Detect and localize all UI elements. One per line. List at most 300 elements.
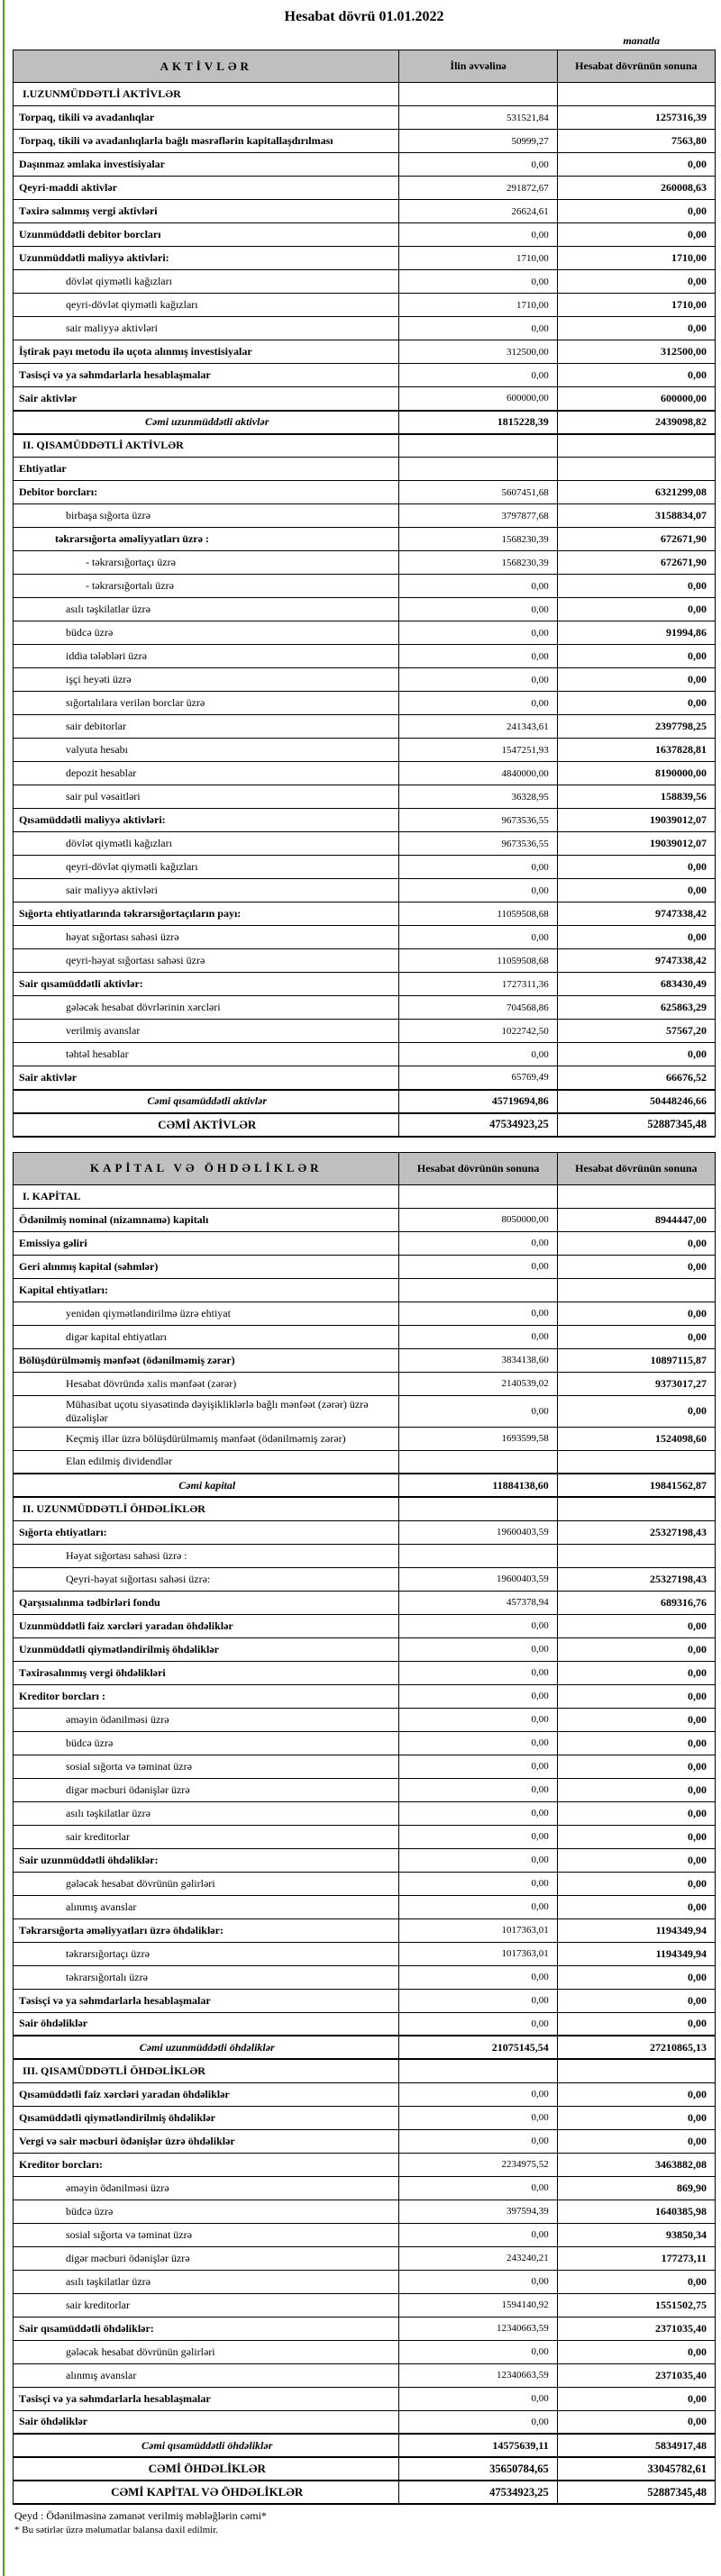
value-col1: 1568230,39 <box>399 528 557 551</box>
row-label: təkrarsığortalı üzrə <box>14 1965 399 1989</box>
value-col2: 3463882,08 <box>557 2153 715 2176</box>
currency-note: manatla <box>623 34 660 47</box>
table-row <box>14 832 716 856</box>
row-label: III. QISAMÜDDƏTLİ ÖHDƏLİKLƏR <box>14 2059 399 2082</box>
value-col2: 52887345,48 <box>557 1113 715 1137</box>
value-col1 <box>399 1184 557 1208</box>
table-row <box>14 1684 716 1708</box>
value-col2: 0,00 <box>557 1302 715 1325</box>
table-row <box>14 2340 716 2363</box>
value-col2: 0,00 <box>557 2082 715 2106</box>
row-label: I. KAPİTAL <box>14 1184 399 1208</box>
row-label: sair pul vəsaitləri <box>14 785 399 809</box>
table-row <box>14 2293 716 2317</box>
value-col2 <box>557 434 715 458</box>
row-label: təkrarsığortaçı üzrə <box>14 1942 399 1965</box>
value-col2: 1710,00 <box>557 247 715 270</box>
row-label: sığortalılara verilən borclar üzrə <box>14 692 399 715</box>
value-col1: 243240,21 <box>399 2246 557 2270</box>
value-col2: 1194349,94 <box>557 1942 715 1965</box>
table-row <box>14 2481 716 2504</box>
row-label: Cəmi uzunmüddətli aktivlər <box>14 411 399 434</box>
value-col1 <box>399 2059 557 2082</box>
row-label: Uzunmüddətli qiymətləndirilmiş öhdəliklər <box>14 1637 399 1661</box>
value-col1: 0,00 <box>399 317 557 340</box>
row-label: Sair öhdəliklər <box>14 2012 399 2036</box>
value-col1: 47534923,25 <box>399 2481 557 2504</box>
value-col2: 0,00 <box>557 1661 715 1684</box>
row-label: Elan edilmiş dividendlər <box>14 1450 399 1474</box>
left-border-line <box>3 0 5 2576</box>
row-label: digər kapital ehtiyatları <box>14 1325 399 1348</box>
row-label: Sair uzunmüddətli öhdəliklər: <box>14 1848 399 1872</box>
value-col1: 1568230,39 <box>399 551 557 575</box>
value-col1: 0,00 <box>399 1708 557 1731</box>
value-col2 <box>557 1184 715 1208</box>
row-label: - təkrarsığortaçı üzrə <box>14 551 399 575</box>
value-col2 <box>557 2059 715 2082</box>
row-label: həyat sığortası sahəsi üzrə <box>14 926 399 949</box>
value-col2: 0,00 <box>557 1872 715 1895</box>
table-row <box>14 411 716 434</box>
row-label: dövlət qiymətli kağızları <box>14 832 399 856</box>
value-col1: 0,00 <box>399 1872 557 1895</box>
value-col1: 0,00 <box>399 645 557 668</box>
value-col1: 0,00 <box>399 1684 557 1708</box>
value-col2: 8190000,00 <box>557 762 715 785</box>
table-row <box>14 387 716 411</box>
value-col2: 0,00 <box>557 223 715 247</box>
value-col2: 66676,52 <box>557 1066 715 1090</box>
value-col2: 93850,34 <box>557 2223 715 2246</box>
value-col1: 0,00 <box>399 1801 557 1825</box>
value-col2: 0,00 <box>557 879 715 903</box>
value-col1: 14575639,11 <box>399 2434 557 2457</box>
table-row <box>14 317 716 340</box>
value-col1: 21075145,54 <box>399 2036 557 2059</box>
row-label: gələcək hesabat dövrlərinin xərcləri <box>14 996 399 1020</box>
row-label: depozit hesablar <box>14 762 399 785</box>
value-col1: 0,00 <box>399 598 557 621</box>
table-row <box>14 223 716 247</box>
value-col1: 457378,94 <box>399 1591 557 1614</box>
row-label: Təsisçi və ya səhmdarlarla hesablaşmalar <box>14 1989 399 2012</box>
row-label: Torpaq, tikili və avadanlıqlarla bağlı məsrəflərin kapitallaşdırılması <box>14 130 399 153</box>
table-row <box>14 1778 716 1801</box>
table-row <box>14 1637 716 1661</box>
table-row <box>14 1895 716 1918</box>
value-col2: 0,00 <box>557 1731 715 1755</box>
table-row <box>14 809 716 832</box>
value-col2: 2397798,25 <box>557 715 715 739</box>
row-label: Təsisçi və ya səhmdarlarla hesablaşmalar <box>14 2387 399 2410</box>
value-col2: 1551502,75 <box>557 2293 715 2317</box>
value-col2: 10897115,87 <box>557 1348 715 1372</box>
row-label: asılı təşkilatlar üzrə <box>14 598 399 621</box>
value-col2: 6321299,08 <box>557 481 715 504</box>
row-label: Sair qısamüddətli öhdəliklər: <box>14 2317 399 2340</box>
row-label: Mühasibat uçotu siyasətində dəyişikliklərlə bağlı mənfəət (zərər) üzrə düzəlişlər <box>14 1395 399 1427</box>
value-col1: 0,00 <box>399 1637 557 1661</box>
value-col1: 19600403,59 <box>399 1520 557 1544</box>
value-col1: 12340663,59 <box>399 2317 557 2340</box>
row-label: CƏMİ ÖHDƏLİKLƏR <box>14 2457 399 2481</box>
row-label: Təxirə salınmış vergi aktivləri <box>14 200 399 223</box>
value-col1: 0,00 <box>399 575 557 598</box>
table-row <box>14 504 716 528</box>
table-row <box>14 1918 716 1942</box>
value-col1: 0,00 <box>399 1895 557 1918</box>
row-label: büdcə üzrə <box>14 621 399 645</box>
value-col2: 0,00 <box>557 2012 715 2036</box>
value-col1: 26624,61 <box>399 200 557 223</box>
value-col1: 0,00 <box>399 1778 557 1801</box>
table-row <box>14 2223 716 2246</box>
table-row <box>14 1567 716 1591</box>
value-col1: 0,00 <box>399 2410 557 2434</box>
value-col2: 869,90 <box>557 2176 715 2200</box>
row-label: Geri alınmış kapital (səhmlər) <box>14 1255 399 1278</box>
value-col2: 0,00 <box>557 598 715 621</box>
row-label: Kreditor borcları: <box>14 2153 399 2176</box>
table-row <box>14 528 716 551</box>
value-col2: 0,00 <box>557 1801 715 1825</box>
value-col1: 1815228,39 <box>399 411 557 434</box>
value-col2: 0,00 <box>557 1989 715 2012</box>
value-col1: 1547251,93 <box>399 739 557 762</box>
row-label: Bölüşdürülməmiş mənfəət (ödənilməmiş zərər) <box>14 1348 399 1372</box>
value-col2: 0,00 <box>557 1895 715 1918</box>
value-col2 <box>557 1450 715 1474</box>
table-row <box>14 879 716 903</box>
row-label: Emissiya gəliri <box>14 1231 399 1255</box>
value-col1: 1017363,01 <box>399 1918 557 1942</box>
value-col2: 0,00 <box>557 1755 715 1778</box>
value-col2: 19039012,07 <box>557 809 715 832</box>
value-col1: 0,00 <box>399 668 557 692</box>
value-col1: 12340663,59 <box>399 2363 557 2387</box>
table-row <box>14 926 716 949</box>
table-row <box>14 1348 716 1372</box>
value-col2: 1257316,39 <box>557 106 715 130</box>
row-label: Təsisçi və ya səhmdarlarla hesablaşmalar <box>14 364 399 387</box>
table-row <box>14 340 716 364</box>
row-label: Uzunmüddətli debitor borcları <box>14 223 399 247</box>
value-col2: 0,00 <box>557 668 715 692</box>
table-row <box>14 1708 716 1731</box>
value-col1: 0,00 <box>399 1731 557 1755</box>
table-row <box>14 973 716 996</box>
row-label: Cəmi kapital <box>14 1474 399 1497</box>
table-row <box>14 1755 716 1778</box>
row-label: büdcə üzrə <box>14 2200 399 2223</box>
table-row <box>14 1278 716 1302</box>
row-label: Qısamüddətli qiymətləndirilmiş öhdəliklər <box>14 2106 399 2129</box>
value-col1: 0,00 <box>399 2106 557 2129</box>
table-row <box>14 575 716 598</box>
value-col2: 33045782,61 <box>557 2457 715 2481</box>
table-row <box>14 739 716 762</box>
row-label: Qısamüddətli faiz xərcləri yaradan öhdəliklər <box>14 2082 399 2106</box>
value-col2: 0,00 <box>557 575 715 598</box>
table-row <box>14 1184 716 1208</box>
row-label: alınmış avanslar <box>14 2363 399 2387</box>
row-label: sair maliyyə aktivləri <box>14 879 399 903</box>
table-row <box>14 83 716 106</box>
row-label: Qeyri-maddi aktivlər <box>14 177 399 200</box>
value-col2: 689316,76 <box>557 1591 715 1614</box>
value-col1: 0,00 <box>399 364 557 387</box>
table-row <box>14 1020 716 1043</box>
value-col1: 1710,00 <box>399 294 557 317</box>
table-row <box>14 1942 716 1965</box>
table-row <box>14 551 716 575</box>
value-col1: 1017363,01 <box>399 1942 557 1965</box>
value-col1: 35650784,65 <box>399 2457 557 2481</box>
assets-header-label: AKTİVLƏR <box>14 50 399 83</box>
table-row <box>14 1474 716 1497</box>
value-col1 <box>399 83 557 106</box>
row-label: Sair öhdəliklər <box>14 2410 399 2434</box>
row-label: CƏMİ KAPİTAL VƏ ÖHDƏLİKLƏR <box>14 2481 399 2504</box>
value-col2: 0,00 <box>557 1637 715 1661</box>
row-label: sair kreditorlar <box>14 2293 399 2317</box>
table-row <box>14 2270 716 2293</box>
value-col1: 0,00 <box>399 856 557 879</box>
value-col2: 9373017,27 <box>557 1372 715 1395</box>
row-label: qeyri-dövlət qiymətli kağızları <box>14 294 399 317</box>
value-col2 <box>557 1278 715 1302</box>
row-label: sosial sığorta və təminat üzrə <box>14 2223 399 2246</box>
value-col2: 27210865,13 <box>557 2036 715 2059</box>
value-col1 <box>399 1450 557 1474</box>
table-row <box>14 2106 716 2129</box>
value-col2: 312500,00 <box>557 340 715 364</box>
table-row <box>14 1731 716 1755</box>
table-row <box>14 621 716 645</box>
value-col1: 241343,61 <box>399 715 557 739</box>
table-row <box>14 1208 716 1231</box>
value-col1: 8050000,00 <box>399 1208 557 1231</box>
row-label: CƏMİ AKTİVLƏR <box>14 1113 399 1137</box>
assets-table-container <box>13 50 716 1138</box>
value-col2: 0,00 <box>557 1614 715 1637</box>
value-col2: 0,00 <box>557 2270 715 2293</box>
table-row <box>14 1544 716 1567</box>
value-col1: 0,00 <box>399 2176 557 2200</box>
table-row <box>14 1043 716 1066</box>
row-label: II. UZUNMÜDDƏTLİ ÖHDƏLİKLƏR <box>14 1497 399 1520</box>
table-row <box>14 1395 716 1427</box>
value-col1: 11059508,68 <box>399 903 557 926</box>
table-row <box>14 668 716 692</box>
value-col1 <box>399 1278 557 1302</box>
value-col2: 672671,90 <box>557 551 715 575</box>
value-col1: 9673536,55 <box>399 809 557 832</box>
value-col2: 0,00 <box>557 317 715 340</box>
table-row <box>14 177 716 200</box>
value-col1: 1594140,92 <box>399 2293 557 2317</box>
table-row <box>14 2012 716 2036</box>
row-label: əməyin ödənilməsi üzrə <box>14 2176 399 2200</box>
value-col2: 0,00 <box>557 153 715 177</box>
value-col2: 0,00 <box>557 1778 715 1801</box>
value-col1: 0,00 <box>399 1255 557 1278</box>
value-col1 <box>399 458 557 481</box>
value-col2: 50448246,66 <box>557 1090 715 1113</box>
value-col2: 0,00 <box>557 2340 715 2363</box>
table-row <box>14 1450 716 1474</box>
value-col2: 0,00 <box>557 270 715 294</box>
value-col1: 397594,39 <box>399 2200 557 2223</box>
row-label: əməyin ödənilməsi üzrə <box>14 1708 399 1731</box>
table-row <box>14 1427 716 1450</box>
value-col2: 0,00 <box>557 1684 715 1708</box>
value-col1: 1710,00 <box>399 247 557 270</box>
row-label: Sair qısamüddətli aktivlər: <box>14 973 399 996</box>
value-col1: 600000,00 <box>399 387 557 411</box>
table-row <box>14 2059 716 2082</box>
table-row <box>14 294 716 317</box>
value-col2: 0,00 <box>557 2129 715 2153</box>
value-col1: 2234975,52 <box>399 2153 557 2176</box>
value-col2: 2439098,82 <box>557 411 715 434</box>
value-col2: 0,00 <box>557 200 715 223</box>
value-col1: 3797877,68 <box>399 504 557 528</box>
value-col2: 91994,86 <box>557 621 715 645</box>
value-col1: 0,00 <box>399 1043 557 1066</box>
capital-table-container <box>13 1152 716 2506</box>
table-row <box>14 1965 716 1989</box>
row-label: valyuta hesabı <box>14 739 399 762</box>
table-row <box>14 1113 716 1137</box>
row-label: Debitor borcları: <box>14 481 399 504</box>
capital-header-label: KAPİTAL VƏ ÖHDƏLİKLƏR <box>14 1152 399 1184</box>
table-row <box>14 903 716 926</box>
table-row <box>14 434 716 458</box>
row-label: işçi heyəti üzrə <box>14 668 399 692</box>
table-row <box>14 364 716 387</box>
row-label: birbaşa sığorta üzrə <box>14 504 399 528</box>
value-col1: 0,00 <box>399 879 557 903</box>
row-label: Sair aktivlər <box>14 387 399 411</box>
value-col2: 2371035,40 <box>557 2317 715 2340</box>
value-col2 <box>557 1544 715 1567</box>
value-col1: 9673536,55 <box>399 832 557 856</box>
table-row <box>14 949 716 973</box>
value-col1 <box>399 1544 557 1567</box>
row-label: digər məcburi ödənişlər üzrə <box>14 2246 399 2270</box>
value-col2: 1637828,81 <box>557 739 715 762</box>
value-col1: 11884138,60 <box>399 1474 557 1497</box>
value-col1: 0,00 <box>399 2340 557 2363</box>
value-col2: 625863,29 <box>557 996 715 1020</box>
row-label: Uzunmüddətli maliyyə aktivləri: <box>14 247 399 270</box>
value-col2: 3158834,07 <box>557 504 715 528</box>
assets-header-row <box>14 50 716 83</box>
value-col2: 600000,00 <box>557 387 715 411</box>
value-col1: 531521,84 <box>399 106 557 130</box>
value-col2: 7563,80 <box>557 130 715 153</box>
table-row <box>14 130 716 153</box>
value-col1: 1693599,58 <box>399 1427 557 1450</box>
value-col2: 25327198,43 <box>557 1567 715 1591</box>
table-row <box>14 2317 716 2340</box>
value-col1: 0,00 <box>399 1395 557 1427</box>
value-col1: 45719694,86 <box>399 1090 557 1113</box>
value-col2: 0,00 <box>557 1395 715 1427</box>
row-label: Keçmiş illər üzrə bölüşdürülməmiş mənfəət (ödənilməmiş zərər) <box>14 1427 399 1450</box>
row-label: Vergi və sair məcburi ödənişlər üzrə öhdəliklər <box>14 2129 399 2153</box>
value-col1: 0,00 <box>399 1231 557 1255</box>
value-col2 <box>557 1497 715 1520</box>
value-col2: 8944447,00 <box>557 1208 715 1231</box>
table-row <box>14 1302 716 1325</box>
row-label: Kreditor borcları : <box>14 1684 399 1708</box>
table-row <box>14 153 716 177</box>
page-title: Hesabat dövrü 01.01.2022 <box>284 9 444 24</box>
table-row <box>14 2246 716 2270</box>
table-row <box>14 2082 716 2106</box>
value-col2: 57567,20 <box>557 1020 715 1043</box>
row-label: yenidən qiymətləndirilmə üzrə ehtiyat <box>14 1302 399 1325</box>
table-row <box>14 1497 716 1520</box>
table-row <box>14 1255 716 1278</box>
row-label: digər məcburi ödənişlər üzrə <box>14 1778 399 1801</box>
value-col1: 0,00 <box>399 1825 557 1848</box>
table-row <box>14 1372 716 1395</box>
column-header-2: Hesabat dövrünün sonuna <box>557 50 715 83</box>
table-row <box>14 1801 716 1825</box>
row-label: sosial sığorta və təminat üzrə <box>14 1755 399 1778</box>
value-col2: 1710,00 <box>557 294 715 317</box>
value-col1: 312500,00 <box>399 340 557 364</box>
row-label: sair debitorlar <box>14 715 399 739</box>
value-col1: 0,00 <box>399 1848 557 1872</box>
value-col1: 5607451,68 <box>399 481 557 504</box>
assets-table <box>13 50 716 1138</box>
row-label: alınmış avanslar <box>14 1895 399 1918</box>
table-row <box>14 598 716 621</box>
table-row <box>14 2153 716 2176</box>
value-col2: 9747338,42 <box>557 903 715 926</box>
row-label: Uzunmüddətli faiz xərcləri yaradan öhdəliklər <box>14 1614 399 1637</box>
table-row <box>14 1066 716 1090</box>
value-col2: 0,00 <box>557 645 715 668</box>
table-row <box>14 1090 716 1113</box>
value-col2: 0,00 <box>557 856 715 879</box>
value-col1: 0,00 <box>399 1302 557 1325</box>
row-label: büdcə üzrə <box>14 1731 399 1755</box>
value-col2: 52887345,48 <box>557 2481 715 2504</box>
row-label: Təkrarsığorta əməliyyatları üzrə öhdəliklər: <box>14 1918 399 1942</box>
value-col1: 36328,95 <box>399 785 557 809</box>
table-row <box>14 1591 716 1614</box>
value-col2: 19039012,07 <box>557 832 715 856</box>
row-label: Cəmi qısamüddətli öhdəliklər <box>14 2434 399 2457</box>
column-header-1: İlin əvvəlinə <box>399 50 557 83</box>
table-row <box>14 692 716 715</box>
table-row <box>14 762 716 785</box>
value-col2: 0,00 <box>557 1708 715 1731</box>
row-label: gələcək hesabat dövrünün gəlirləri <box>14 1872 399 1895</box>
value-col2: 260008,63 <box>557 177 715 200</box>
table-row <box>14 1825 716 1848</box>
table-row <box>14 270 716 294</box>
value-col1: 0,00 <box>399 1755 557 1778</box>
value-col1: 0,00 <box>399 270 557 294</box>
capital-table <box>13 1152 716 2506</box>
